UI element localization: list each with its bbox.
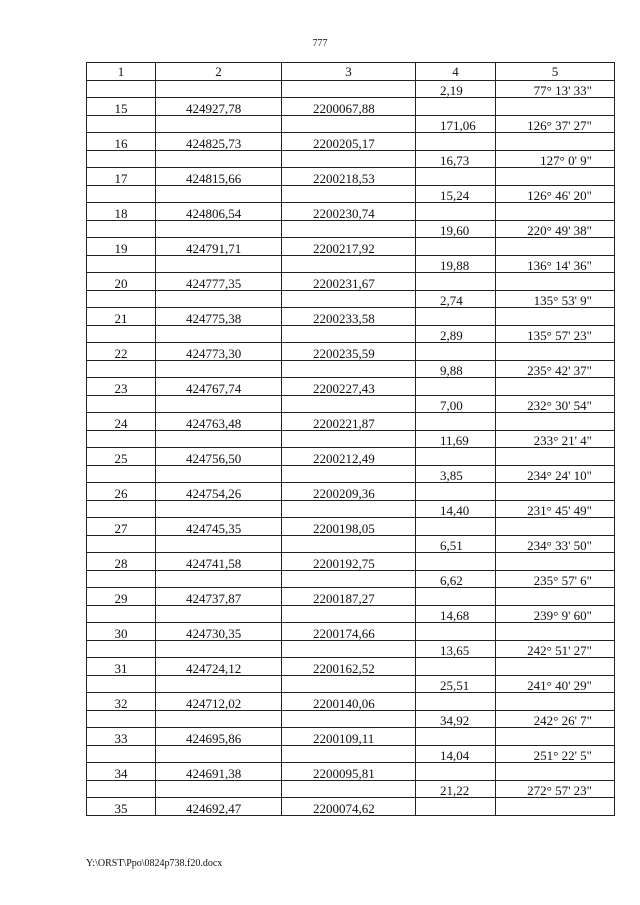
table-row bbox=[87, 675, 615, 693]
distance-cell: 15,24 bbox=[416, 185, 496, 203]
y-coordinate-cell: 2200221,87 bbox=[282, 413, 416, 431]
point-number-cell: 29 bbox=[87, 588, 156, 606]
table-row bbox=[87, 798, 615, 816]
table-row bbox=[87, 640, 615, 658]
point-number-cell: 33 bbox=[87, 728, 156, 746]
y-coordinate-cell: 2200227,43 bbox=[282, 378, 416, 396]
table-row bbox=[87, 115, 615, 133]
distance-cell bbox=[416, 98, 496, 116]
point-number-cell bbox=[87, 360, 156, 378]
y-coordinate-cell: 2200233,58 bbox=[282, 308, 416, 326]
y-coordinate-cell bbox=[282, 290, 416, 308]
point-number-cell bbox=[87, 395, 156, 413]
table-row bbox=[87, 360, 615, 378]
direction-angle-cell: 241° 40' 29" bbox=[496, 675, 615, 693]
table-row bbox=[87, 168, 615, 186]
y-coordinate-cell: 2200218,53 bbox=[282, 168, 416, 186]
x-coordinate-cell bbox=[156, 255, 282, 273]
x-coordinate-cell: 424737,87 bbox=[156, 588, 282, 606]
distance-cell: 9,88 bbox=[416, 360, 496, 378]
direction-angle-cell: 242° 51' 27" bbox=[496, 640, 615, 658]
direction-angle-cell: 127° 0' 9" bbox=[496, 150, 615, 168]
table-row bbox=[87, 465, 615, 483]
point-number-cell bbox=[87, 570, 156, 588]
x-coordinate-cell: 424741,58 bbox=[156, 553, 282, 571]
point-number-cell: 31 bbox=[87, 658, 156, 676]
x-coordinate-cell: 424791,71 bbox=[156, 238, 282, 256]
point-number-cell bbox=[87, 80, 156, 98]
x-coordinate-cell: 424825,73 bbox=[156, 133, 282, 151]
y-coordinate-cell bbox=[282, 500, 416, 518]
distance-cell bbox=[416, 763, 496, 781]
x-coordinate-cell bbox=[156, 360, 282, 378]
table-row bbox=[87, 430, 615, 448]
x-coordinate-cell: 424767,74 bbox=[156, 378, 282, 396]
x-coordinate-cell bbox=[156, 745, 282, 763]
table-row bbox=[87, 413, 615, 431]
point-number-cell: 26 bbox=[87, 483, 156, 501]
point-number-cell bbox=[87, 255, 156, 273]
x-coordinate-cell: 424724,12 bbox=[156, 658, 282, 676]
y-coordinate-cell: 2200212,49 bbox=[282, 448, 416, 466]
distance-cell: 13,65 bbox=[416, 640, 496, 658]
table-row bbox=[87, 500, 615, 518]
table-row bbox=[87, 588, 615, 606]
direction-angle-cell: 251° 22' 5" bbox=[496, 745, 615, 763]
y-coordinate-cell: 2200140,06 bbox=[282, 693, 416, 711]
distance-cell: 2,89 bbox=[416, 325, 496, 343]
x-coordinate-cell: 424730,35 bbox=[156, 623, 282, 641]
x-coordinate-cell: 424692,47 bbox=[156, 798, 282, 816]
table-row bbox=[87, 273, 615, 291]
point-number-cell bbox=[87, 535, 156, 553]
x-coordinate-cell: 424695,86 bbox=[156, 728, 282, 746]
direction-angle-cell: 235° 57' 6" bbox=[496, 570, 615, 588]
table-row bbox=[87, 623, 615, 641]
distance-cell: 3,85 bbox=[416, 465, 496, 483]
point-number-cell bbox=[87, 640, 156, 658]
direction-angle-cell bbox=[496, 273, 615, 291]
distance-cell: 2,74 bbox=[416, 290, 496, 308]
point-number-cell bbox=[87, 185, 156, 203]
direction-angle-cell bbox=[496, 798, 615, 816]
x-coordinate-cell bbox=[156, 500, 282, 518]
table-row bbox=[87, 658, 615, 676]
direction-angle-cell: 135° 57' 23" bbox=[496, 325, 615, 343]
distance-cell bbox=[416, 588, 496, 606]
distance-cell: 19,88 bbox=[416, 255, 496, 273]
distance-cell: 21,22 bbox=[416, 780, 496, 798]
table-row bbox=[87, 693, 615, 711]
x-coordinate-cell bbox=[156, 395, 282, 413]
distance-cell bbox=[416, 728, 496, 746]
x-coordinate-cell: 424815,66 bbox=[156, 168, 282, 186]
y-coordinate-cell bbox=[282, 780, 416, 798]
direction-angle-cell bbox=[496, 588, 615, 606]
table-row bbox=[87, 535, 615, 553]
direction-angle-cell bbox=[496, 413, 615, 431]
distance-cell: 16,73 bbox=[416, 150, 496, 168]
header-row bbox=[87, 63, 615, 81]
table-row bbox=[87, 763, 615, 781]
direction-angle-cell bbox=[496, 693, 615, 711]
point-number-cell bbox=[87, 605, 156, 623]
x-coordinate-cell bbox=[156, 185, 282, 203]
y-coordinate-cell: 2200109,11 bbox=[282, 728, 416, 746]
table-row bbox=[87, 570, 615, 588]
y-coordinate-cell bbox=[282, 745, 416, 763]
distance-cell: 7,00 bbox=[416, 395, 496, 413]
y-coordinate-cell: 2200095,81 bbox=[282, 763, 416, 781]
distance-cell bbox=[416, 273, 496, 291]
x-coordinate-cell bbox=[156, 535, 282, 553]
y-coordinate-cell: 2200230,74 bbox=[282, 203, 416, 221]
direction-angle-cell bbox=[496, 658, 615, 676]
distance-cell bbox=[416, 483, 496, 501]
distance-cell bbox=[416, 238, 496, 256]
distance-cell: 14,68 bbox=[416, 605, 496, 623]
table-row bbox=[87, 518, 615, 536]
column-header-1: 1 bbox=[87, 63, 156, 81]
point-number-cell bbox=[87, 710, 156, 728]
y-coordinate-cell: 2200205,17 bbox=[282, 133, 416, 151]
table-row bbox=[87, 780, 615, 798]
x-coordinate-cell bbox=[156, 640, 282, 658]
direction-angle-cell bbox=[496, 98, 615, 116]
column-header-2: 2 bbox=[156, 63, 282, 81]
y-coordinate-cell: 2200192,75 bbox=[282, 553, 416, 571]
page-number: 777 bbox=[312, 38, 328, 49]
distance-cell bbox=[416, 343, 496, 361]
x-coordinate-cell: 424745,35 bbox=[156, 518, 282, 536]
distance-cell: 11,69 bbox=[416, 430, 496, 448]
y-coordinate-cell bbox=[282, 395, 416, 413]
direction-angle-cell bbox=[496, 448, 615, 466]
point-number-cell: 23 bbox=[87, 378, 156, 396]
x-coordinate-cell bbox=[156, 780, 282, 798]
direction-angle-cell bbox=[496, 763, 615, 781]
x-coordinate-cell: 424756,50 bbox=[156, 448, 282, 466]
point-number-cell: 25 bbox=[87, 448, 156, 466]
x-coordinate-cell bbox=[156, 115, 282, 133]
distance-cell bbox=[416, 553, 496, 571]
y-coordinate-cell bbox=[282, 325, 416, 343]
x-coordinate-cell bbox=[156, 675, 282, 693]
direction-angle-cell: 234° 24' 10" bbox=[496, 465, 615, 483]
point-number-cell bbox=[87, 430, 156, 448]
y-coordinate-cell: 2200067,88 bbox=[282, 98, 416, 116]
distance-cell bbox=[416, 623, 496, 641]
y-coordinate-cell bbox=[282, 465, 416, 483]
y-coordinate-cell bbox=[282, 80, 416, 98]
distance-cell bbox=[416, 168, 496, 186]
y-coordinate-cell: 2200235,59 bbox=[282, 343, 416, 361]
direction-angle-cell bbox=[496, 133, 615, 151]
point-number-cell: 24 bbox=[87, 413, 156, 431]
distance-cell bbox=[416, 413, 496, 431]
x-coordinate-cell bbox=[156, 220, 282, 238]
distance-cell: 19,60 bbox=[416, 220, 496, 238]
table-row bbox=[87, 290, 615, 308]
column-header-5: 5 bbox=[496, 63, 615, 81]
distance-cell: 14,40 bbox=[416, 500, 496, 518]
direction-angle-cell: 220° 49' 38" bbox=[496, 220, 615, 238]
direction-angle-cell: 242° 26' 7" bbox=[496, 710, 615, 728]
distance-cell: 14,04 bbox=[416, 745, 496, 763]
direction-angle-cell bbox=[496, 518, 615, 536]
direction-angle-cell bbox=[496, 203, 615, 221]
y-coordinate-cell bbox=[282, 115, 416, 133]
table-header bbox=[87, 63, 615, 81]
table-row bbox=[87, 308, 615, 326]
distance-cell bbox=[416, 203, 496, 221]
x-coordinate-cell: 424754,26 bbox=[156, 483, 282, 501]
x-coordinate-cell: 424691,38 bbox=[156, 763, 282, 781]
table-row bbox=[87, 150, 615, 168]
point-number-cell: 15 bbox=[87, 98, 156, 116]
direction-angle-cell: 126° 46' 20" bbox=[496, 185, 615, 203]
point-number-cell: 19 bbox=[87, 238, 156, 256]
table-row bbox=[87, 745, 615, 763]
y-coordinate-cell: 2200187,27 bbox=[282, 588, 416, 606]
point-number-cell: 21 bbox=[87, 308, 156, 326]
x-coordinate-cell bbox=[156, 465, 282, 483]
column-header-4: 4 bbox=[416, 63, 496, 81]
column-header-3: 3 bbox=[282, 63, 416, 81]
direction-angle-cell bbox=[496, 728, 615, 746]
distance-cell bbox=[416, 133, 496, 151]
table-row bbox=[87, 395, 615, 413]
y-coordinate-cell bbox=[282, 430, 416, 448]
distance-cell: 25,51 bbox=[416, 675, 496, 693]
table-row bbox=[87, 255, 615, 273]
direction-angle-cell: 232° 30' 54" bbox=[496, 395, 615, 413]
point-number-cell: 20 bbox=[87, 273, 156, 291]
x-coordinate-cell bbox=[156, 290, 282, 308]
table-row bbox=[87, 605, 615, 623]
point-number-cell bbox=[87, 675, 156, 693]
point-number-cell: 27 bbox=[87, 518, 156, 536]
direction-angle-cell bbox=[496, 308, 615, 326]
table-row bbox=[87, 220, 615, 238]
point-number-cell bbox=[87, 745, 156, 763]
x-coordinate-cell: 424777,35 bbox=[156, 273, 282, 291]
table-row bbox=[87, 378, 615, 396]
table-row bbox=[87, 710, 615, 728]
x-coordinate-cell: 424927,78 bbox=[156, 98, 282, 116]
x-coordinate-cell bbox=[156, 710, 282, 728]
point-number-cell: 34 bbox=[87, 763, 156, 781]
point-number-cell: 17 bbox=[87, 168, 156, 186]
y-coordinate-cell bbox=[282, 360, 416, 378]
point-number-cell: 32 bbox=[87, 693, 156, 711]
y-coordinate-cell bbox=[282, 255, 416, 273]
table-row bbox=[87, 238, 615, 256]
direction-angle-cell bbox=[496, 553, 615, 571]
point-number-cell bbox=[87, 115, 156, 133]
direction-angle-cell: 233° 21' 4" bbox=[496, 430, 615, 448]
y-coordinate-cell bbox=[282, 150, 416, 168]
table-row bbox=[87, 553, 615, 571]
direction-angle-cell: 126° 37' 27" bbox=[496, 115, 615, 133]
x-coordinate-cell: 424773,30 bbox=[156, 343, 282, 361]
point-number-cell: 16 bbox=[87, 133, 156, 151]
y-coordinate-cell: 2200217,92 bbox=[282, 238, 416, 256]
x-coordinate-cell: 424712,02 bbox=[156, 693, 282, 711]
point-number-cell bbox=[87, 325, 156, 343]
distance-cell bbox=[416, 798, 496, 816]
table-row bbox=[87, 448, 615, 466]
distance-cell: 2,19 bbox=[416, 80, 496, 98]
direction-angle-cell: 239° 9' 60" bbox=[496, 605, 615, 623]
direction-angle-cell: 136° 14' 36" bbox=[496, 255, 615, 273]
distance-cell: 6,62 bbox=[416, 570, 496, 588]
direction-angle-cell bbox=[496, 238, 615, 256]
direction-angle-cell bbox=[496, 623, 615, 641]
x-coordinate-cell bbox=[156, 570, 282, 588]
point-number-cell bbox=[87, 465, 156, 483]
y-coordinate-cell: 2200231,67 bbox=[282, 273, 416, 291]
distance-cell bbox=[416, 693, 496, 711]
footer-file-path: Y:\ORST\Ppo\0824p738.f20.docx bbox=[86, 858, 223, 869]
y-coordinate-cell bbox=[282, 605, 416, 623]
distance-cell bbox=[416, 518, 496, 536]
direction-angle-cell bbox=[496, 168, 615, 186]
y-coordinate-cell: 2200074,62 bbox=[282, 798, 416, 816]
table-row bbox=[87, 203, 615, 221]
x-coordinate-cell: 424806,54 bbox=[156, 203, 282, 221]
distance-cell: 34,92 bbox=[416, 710, 496, 728]
x-coordinate-cell bbox=[156, 325, 282, 343]
table-row bbox=[87, 185, 615, 203]
x-coordinate-cell bbox=[156, 80, 282, 98]
point-number-cell: 30 bbox=[87, 623, 156, 641]
y-coordinate-cell bbox=[282, 220, 416, 238]
point-number-cell bbox=[87, 150, 156, 168]
y-coordinate-cell bbox=[282, 535, 416, 553]
direction-angle-cell bbox=[496, 378, 615, 396]
table-row bbox=[87, 133, 615, 151]
point-number-cell: 28 bbox=[87, 553, 156, 571]
point-number-cell: 35 bbox=[87, 798, 156, 816]
direction-angle-cell: 231° 45' 49" bbox=[496, 500, 615, 518]
x-coordinate-cell: 424775,38 bbox=[156, 308, 282, 326]
distance-cell bbox=[416, 308, 496, 326]
direction-angle-cell bbox=[496, 343, 615, 361]
point-number-cell: 18 bbox=[87, 203, 156, 221]
y-coordinate-cell: 2200209,36 bbox=[282, 483, 416, 501]
distance-cell bbox=[416, 658, 496, 676]
y-coordinate-cell bbox=[282, 675, 416, 693]
direction-angle-cell: 77° 13' 33" bbox=[496, 80, 615, 98]
direction-angle-cell: 272° 57' 23" bbox=[496, 780, 615, 798]
x-coordinate-cell bbox=[156, 430, 282, 448]
distance-cell: 6,51 bbox=[416, 535, 496, 553]
y-coordinate-cell bbox=[282, 570, 416, 588]
direction-angle-cell bbox=[496, 483, 615, 501]
table-row bbox=[87, 483, 615, 501]
distance-cell bbox=[416, 378, 496, 396]
y-coordinate-cell: 2200198,05 bbox=[282, 518, 416, 536]
direction-angle-cell: 135° 53' 9" bbox=[496, 290, 615, 308]
table-row bbox=[87, 728, 615, 746]
y-coordinate-cell: 2200162,52 bbox=[282, 658, 416, 676]
distance-cell: 171,06 bbox=[416, 115, 496, 133]
x-coordinate-cell bbox=[156, 150, 282, 168]
table-row bbox=[87, 343, 615, 361]
y-coordinate-cell bbox=[282, 640, 416, 658]
point-number-cell bbox=[87, 290, 156, 308]
table-body bbox=[87, 80, 615, 815]
x-coordinate-cell bbox=[156, 605, 282, 623]
point-number-cell bbox=[87, 780, 156, 798]
x-coordinate-cell: 424763,48 bbox=[156, 413, 282, 431]
direction-angle-cell: 234° 33' 50" bbox=[496, 535, 615, 553]
table-row bbox=[87, 98, 615, 116]
table-row bbox=[87, 325, 615, 343]
point-number-cell bbox=[87, 220, 156, 238]
distance-cell bbox=[416, 448, 496, 466]
table-row bbox=[87, 80, 615, 98]
point-number-cell bbox=[87, 500, 156, 518]
y-coordinate-cell bbox=[282, 185, 416, 203]
direction-angle-cell: 235° 42' 37" bbox=[496, 360, 615, 378]
y-coordinate-cell: 2200174,66 bbox=[282, 623, 416, 641]
coordinates-table bbox=[86, 62, 615, 816]
y-coordinate-cell bbox=[282, 710, 416, 728]
point-number-cell: 22 bbox=[87, 343, 156, 361]
